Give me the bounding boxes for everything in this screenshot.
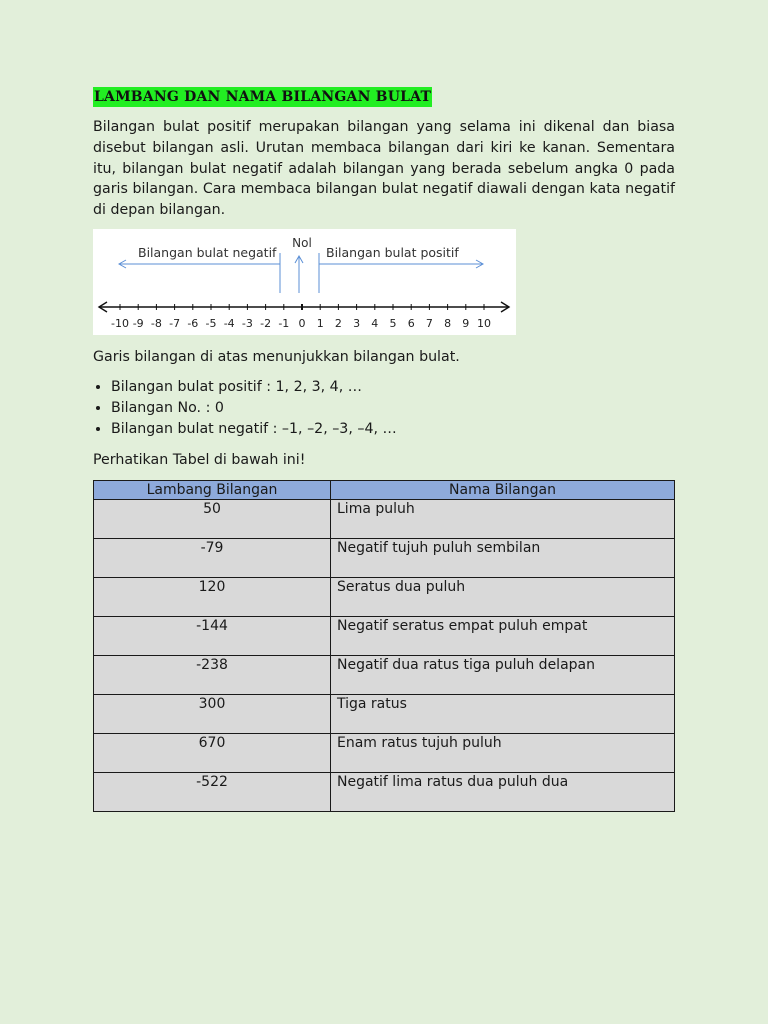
- axis-tick-label: 2: [334, 316, 342, 330]
- table-row: [94, 655, 675, 694]
- axis-tick-label: 3: [353, 316, 361, 330]
- cell-name: Lima puluh: [331, 499, 675, 538]
- table-row: [94, 733, 675, 772]
- axis-tick-label: 4: [371, 316, 379, 330]
- cell-name: Enam ratus tujuh puluh: [331, 733, 675, 772]
- axis-tick-label: -7: [169, 316, 181, 330]
- table-header-row: [94, 480, 675, 499]
- label-positive: Bilangan bulat positif: [326, 244, 459, 260]
- number-line-svg: [93, 229, 516, 335]
- axis-tick-label: -9: [132, 316, 144, 330]
- figure-caption: Garis bilangan di atas menunjukkan bilangan bulat.: [93, 348, 460, 365]
- axis-tick-label: -6: [187, 316, 199, 330]
- axis-tick-label: 7: [425, 316, 433, 330]
- header-symbol: Lambang Bilangan: [94, 480, 331, 499]
- table-row: [94, 616, 675, 655]
- axis-tick-label: 1: [316, 316, 324, 330]
- number-line-figure: [93, 229, 516, 335]
- intro-paragraph: Bilangan bulat positif merupakan bilangan yang selama ini dikenal dan biasa disebut bilangan asli. Urutan membaca bilangan dari kiri ke kanan. Sementara itu, bilangan bulat negatif adalah bilangan yang berada sebelum angka 0 pada garis bilangan. Cara membaca bilangan bulat negatif diawali dengan kata negatif di depan bilangan.: [93, 119, 675, 219]
- axis-tick-label: 10: [477, 316, 491, 330]
- label-negative: Bilangan bulat negatif: [138, 244, 277, 260]
- table-row: [94, 577, 675, 616]
- cell-name: Seratus dua puluh: [331, 577, 675, 616]
- axis-tick-label: -10: [111, 316, 129, 330]
- cell-symbol: 50: [94, 499, 331, 538]
- cell-symbol: 670: [94, 733, 331, 772]
- bullet-negative: • Bilangan bulat negatif : –1, –2, –3, –4, …: [111, 419, 675, 440]
- axis-tick-label: -5: [205, 316, 217, 330]
- table-row: [94, 694, 675, 733]
- integer-bullet-list: [93, 377, 675, 440]
- cell-symbol: -238: [94, 655, 331, 694]
- cell-symbol: 120: [94, 577, 331, 616]
- cell-symbol: 300: [94, 694, 331, 733]
- cell-name: Negatif tujuh puluh sembilan: [331, 538, 675, 577]
- axis-tick-label: -1: [278, 316, 290, 330]
- table-intro: Perhatikan Tabel di bawah ini!: [93, 451, 306, 468]
- cell-name: Negatif dua ratus tiga puluh delapan: [331, 655, 675, 694]
- axis-tick-label: 6: [407, 316, 415, 330]
- number-names-table: [93, 480, 675, 812]
- label-zero: Nol: [292, 235, 312, 250]
- table-row: [94, 499, 675, 538]
- cell-symbol: -144: [94, 616, 331, 655]
- axis-tick-label: 5: [389, 316, 397, 330]
- document-page: [93, 86, 675, 812]
- cell-name: Negatif lima ratus dua puluh dua: [331, 772, 675, 811]
- axis-tick-label: -3: [241, 316, 253, 330]
- axis-ticks: [111, 304, 491, 330]
- bullet-positive: • Bilangan bulat positif : 1, 2, 3, 4, …: [111, 377, 675, 398]
- cell-name: Tiga ratus: [331, 694, 675, 733]
- cell-symbol: -79: [94, 538, 331, 577]
- axis-tick-label: -2: [260, 316, 272, 330]
- axis-tick-label: -8: [150, 316, 162, 330]
- page-title: LAMBANG DAN NAMA BILANGAN BULAT: [94, 89, 432, 105]
- cell-symbol: -522: [94, 772, 331, 811]
- axis-tick-label: 9: [462, 316, 470, 330]
- bullet-zero: • Bilangan No. : 0: [111, 398, 675, 419]
- axis-tick-label: 8: [444, 316, 452, 330]
- header-name: Nama Bilangan: [331, 480, 675, 499]
- table-row: [94, 772, 675, 811]
- axis-tick-label: -4: [223, 316, 235, 330]
- table-row: [94, 538, 675, 577]
- cell-name: Negatif seratus empat puluh empat: [331, 616, 675, 655]
- axis-tick-label: 0: [298, 316, 306, 330]
